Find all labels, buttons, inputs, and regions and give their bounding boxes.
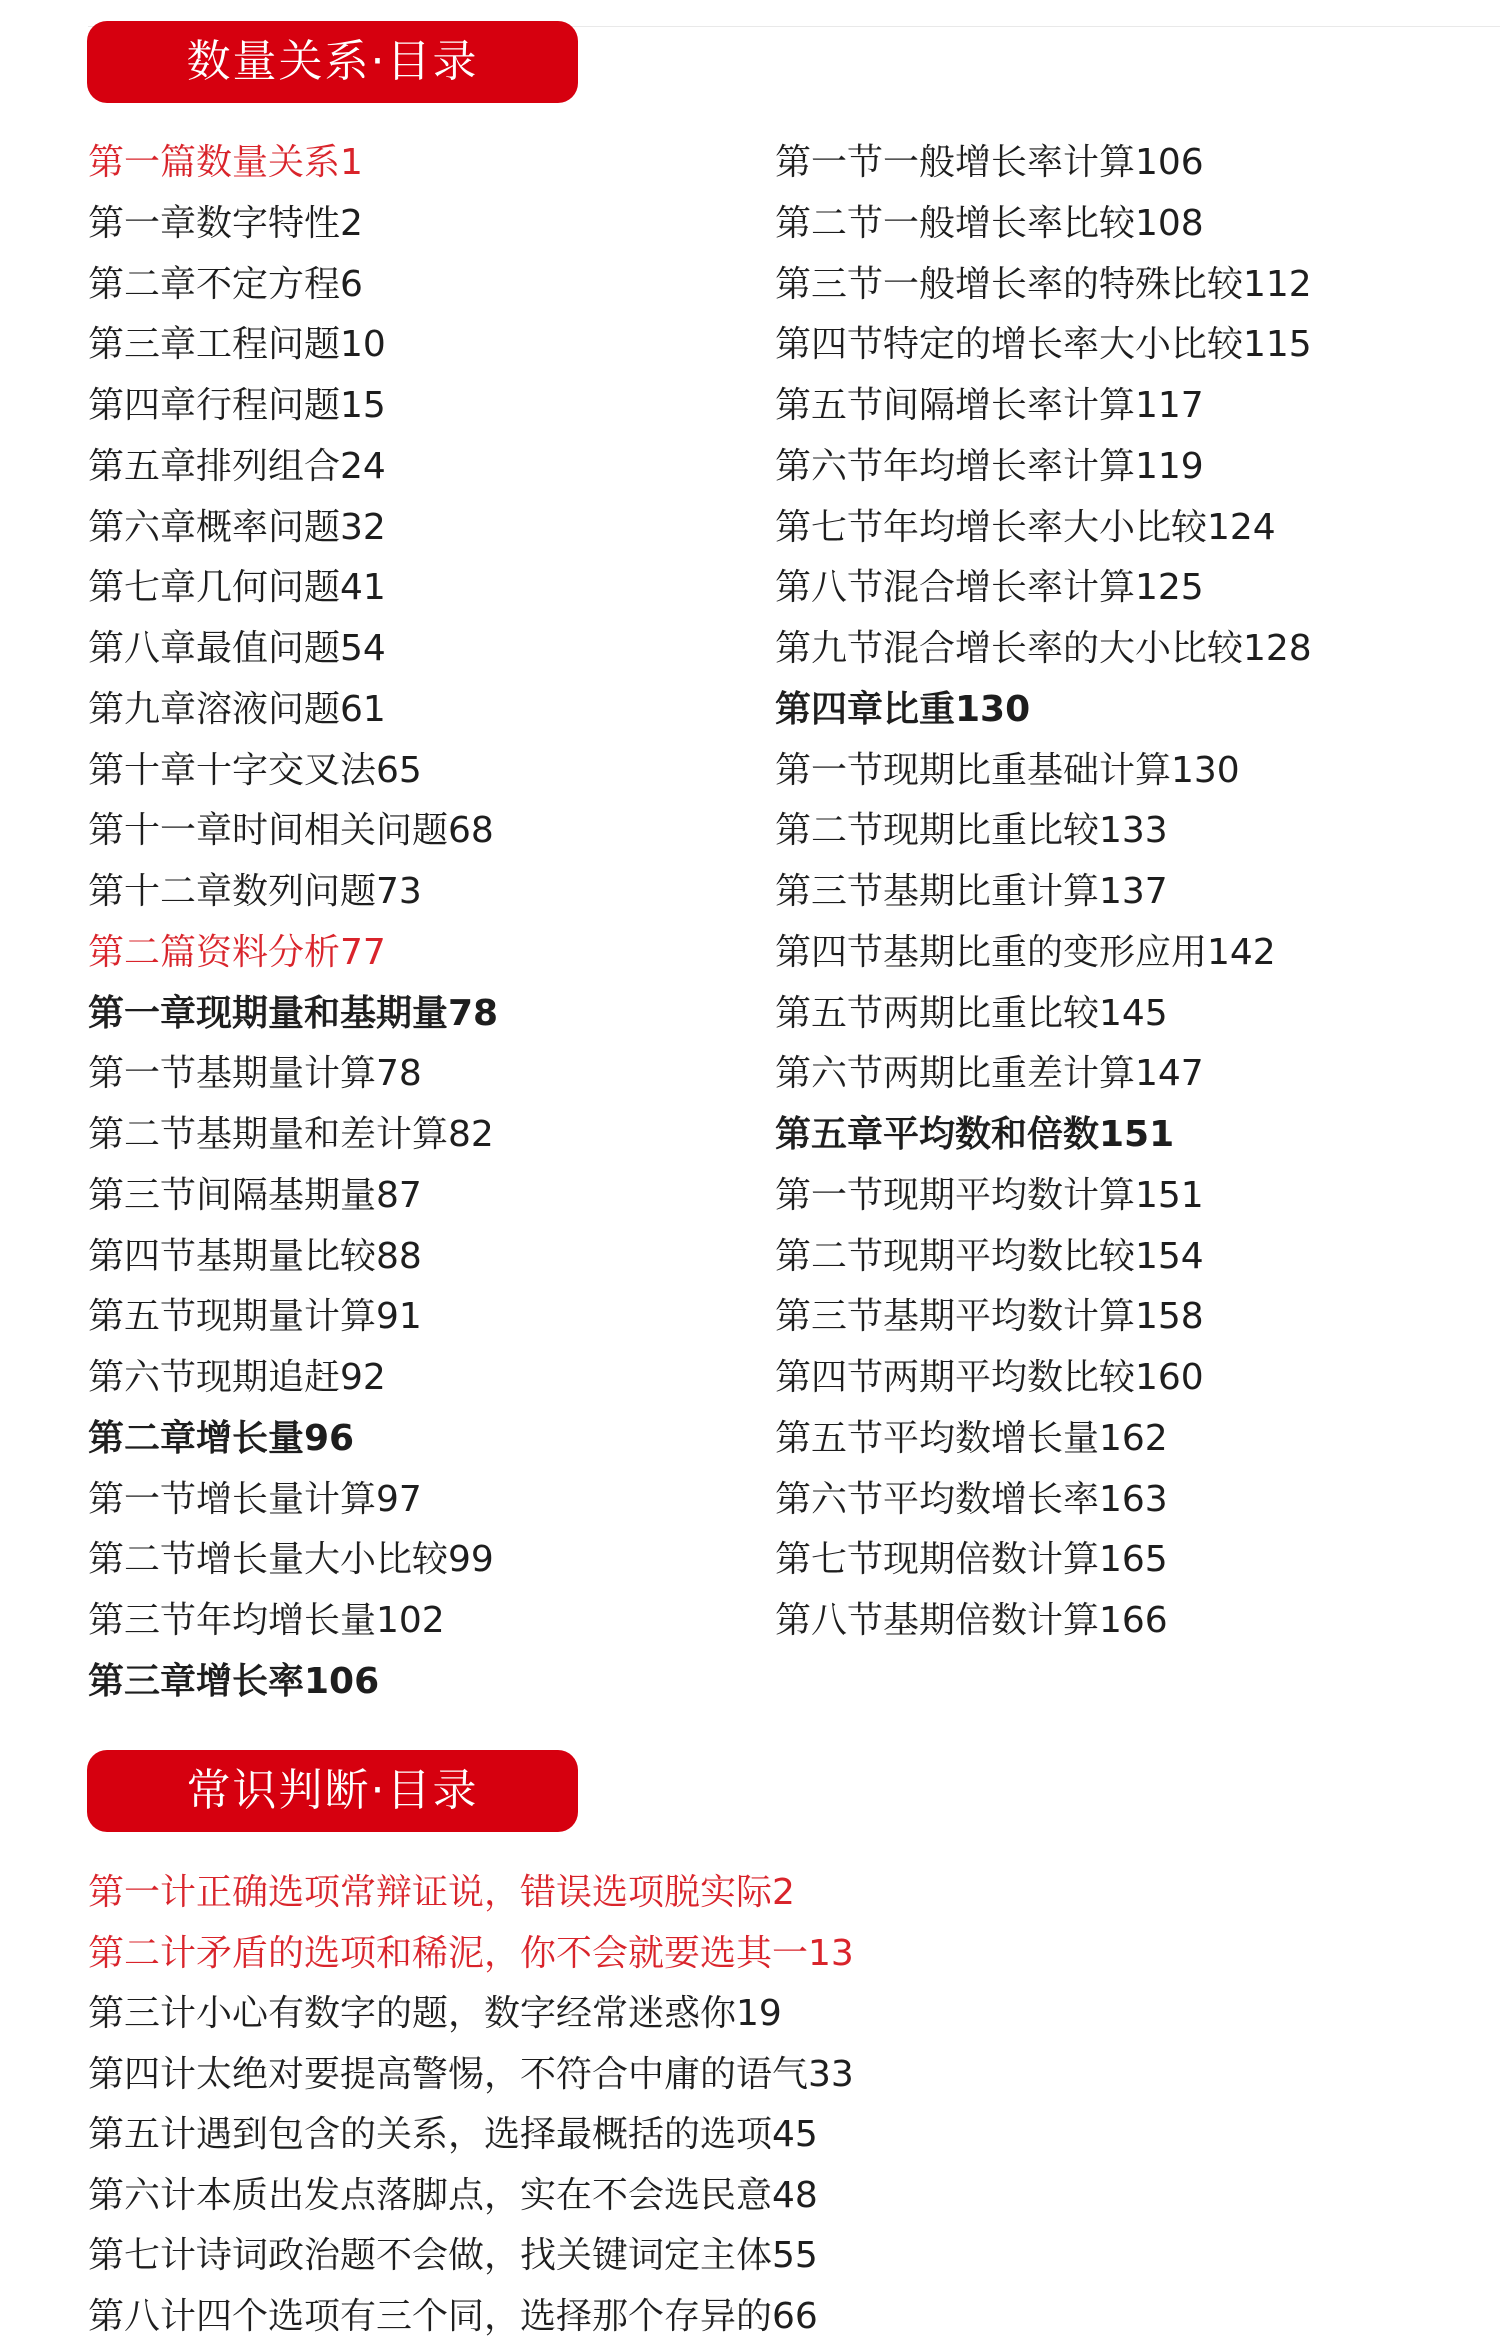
toc-entry: 第二节现期平均数比较154 [775, 1227, 1495, 1288]
toc-entry: 第二节一般增长率比较108 [775, 194, 1495, 255]
toc-entry: 第五章排列组合24 [88, 437, 748, 498]
toc-entry: 第八章最值问题54 [88, 619, 748, 680]
toc-entry: 第九节混合增长率的大小比较128 [775, 619, 1495, 680]
toc-entry: 第四章比重130 [775, 680, 1495, 741]
toc-entry: 第五节两期比重比较145 [775, 984, 1495, 1045]
toc-entry: 第五章平均数和倍数151 [775, 1105, 1495, 1166]
toc-entry: 第六节年均增长率计算119 [775, 437, 1495, 498]
toc-entry: 第七章几何问题41 [88, 558, 748, 619]
section-header-quantity: 数量关系·目录 [87, 21, 578, 103]
toc-entry: 第五节现期量计算91 [88, 1287, 748, 1348]
toc-entry: 第一节增长量计算97 [88, 1470, 748, 1531]
toc-entry: 第二章增长量96 [88, 1409, 748, 1470]
toc-entry: 第二章不定方程6 [88, 255, 748, 316]
toc-quantity-right-column [775, 133, 1495, 1652]
toc-entry: 第二计矛盾的选项和稀泥，你不会就要选其一13 [88, 1924, 1488, 1985]
toc-entry: 第三章工程问题10 [88, 315, 748, 376]
toc-entry: 第一节一般增长率计算106 [775, 133, 1495, 194]
toc-entry: 第六节两期比重差计算147 [775, 1044, 1495, 1105]
toc-entry: 第一篇数量关系1 [88, 133, 748, 194]
toc-entry: 第五计遇到包含的关系，选择最概括的选项45 [88, 2105, 1488, 2166]
toc-entry: 第四节特定的增长率大小比较115 [775, 315, 1495, 376]
toc-entry: 第三节基期比重计算137 [775, 862, 1495, 923]
toc-entry: 第七节年均增长率大小比较124 [775, 498, 1495, 559]
toc-entry: 第二篇资料分析77 [88, 923, 748, 984]
toc-entry: 第二节基期量和差计算82 [88, 1105, 748, 1166]
toc-entry: 第二节现期比重比较133 [775, 801, 1495, 862]
toc-entry: 第四章行程问题15 [88, 376, 748, 437]
toc-entry: 第五节平均数增长量162 [775, 1409, 1495, 1470]
toc-entry: 第五节间隔增长率计算117 [775, 376, 1495, 437]
toc-entry: 第六章概率问题32 [88, 498, 748, 559]
toc-entry: 第四节基期量比较88 [88, 1227, 748, 1288]
section-header-common-sense: 常识判断·目录 [87, 1750, 578, 1832]
toc-entry: 第二节增长量大小比较99 [88, 1530, 748, 1591]
toc-entry: 第一节现期比重基础计算130 [775, 741, 1495, 802]
toc-entry: 第八节混合增长率计算125 [775, 558, 1495, 619]
toc-entry: 第一节现期平均数计算151 [775, 1166, 1495, 1227]
toc-entry: 第八节基期倍数计算166 [775, 1591, 1495, 1652]
toc-entry: 第三节一般增长率的特殊比较112 [775, 255, 1495, 316]
toc-entry: 第四节基期比重的变形应用142 [775, 923, 1495, 984]
toc-entry: 第四节两期平均数比较160 [775, 1348, 1495, 1409]
toc-entry: 第十章十字交叉法65 [88, 741, 748, 802]
toc-entry: 第十二章数列问题73 [88, 862, 748, 923]
toc-entry: 第七节现期倍数计算165 [775, 1530, 1495, 1591]
toc-common-sense-list [88, 1863, 1488, 2347]
toc-entry: 第三计小心有数字的题，数字经常迷惑你19 [88, 1984, 1488, 2045]
toc-entry: 第三节年均增长量102 [88, 1591, 748, 1652]
toc-entry: 第六节现期追赶92 [88, 1348, 748, 1409]
toc-entry: 第十一章时间相关问题68 [88, 801, 748, 862]
toc-entry: 第六计本质出发点落脚点，实在不会选民意48 [88, 2166, 1488, 2227]
toc-entry: 第九章溶液问题61 [88, 680, 748, 741]
toc-entry: 第八计四个选项有三个同，选择那个存异的66 [88, 2287, 1488, 2347]
toc-entry: 第七计诗词政治题不会做，找关键词定主体55 [88, 2226, 1488, 2287]
toc-entry: 第一节基期量计算78 [88, 1044, 748, 1105]
toc-entry: 第一计正确选项常辩证说，错误选项脱实际2 [88, 1863, 1488, 1924]
toc-entry: 第三章增长率106 [88, 1652, 748, 1713]
toc-entry: 第一章现期量和基期量78 [88, 984, 748, 1045]
toc-entry: 第一章数字特性2 [88, 194, 748, 255]
toc-quantity-left-column [88, 133, 748, 1713]
toc-entry: 第三节间隔基期量87 [88, 1166, 748, 1227]
toc-entry: 第三节基期平均数计算158 [775, 1287, 1495, 1348]
toc-entry: 第四计太绝对要提高警惕，不符合中庸的语气33 [88, 2045, 1488, 2106]
toc-entry: 第六节平均数增长率163 [775, 1470, 1495, 1531]
